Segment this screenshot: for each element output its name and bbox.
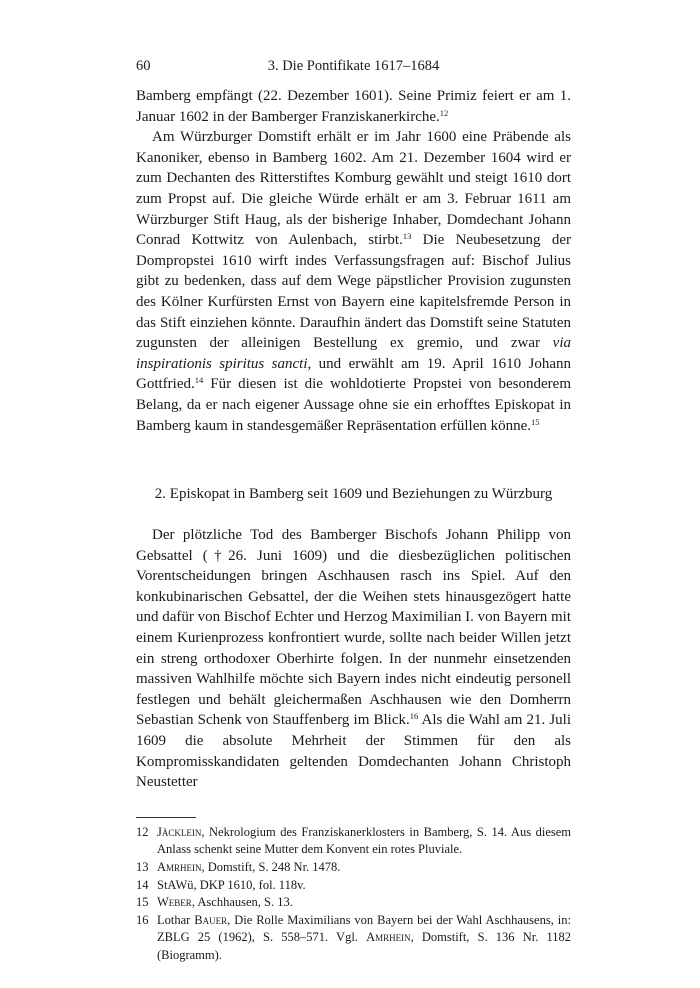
footnote-ref-16[interactable]: 16 — [409, 711, 419, 722]
paragraph-2: Am Würzburger Domstift erhält er im Jahr 1600 eine Präbende als Kanoniker, ebenso in Bamberg 1602. Am 21. Dezember 1604 wird er zum Dechanten des Ritterstiftes Komburg gewählt und steigt 1610 dort zum Propst auf. Die gleiche Würde erhält er am 3. Februar 1611 am Würzburger Stift Haug, als der bisherige Inhaber, Domdechant Johann Conrad Kottwitz von Aulenbach, stirbt.$^{13}$ Die Neubesetzung der Dompropstei 1610 wirft indes Verfassungsfragen auf: Bischof Julius gibt zu bedenken, dass auf dem Wege päpstlicher Provision zugunsten des Kölner Kurfürsten Ernst von Bayern eine kapitelsfremde Person in das Stift einziehen könnte. Daraufhin ändert das Domstift seine Statuten zugunsten der alleinigen Bestellung ex gremio, und zwar via inspirationis spiritus sancti, und erwählt am 19. April 1610 Johann Gottfried.$^{14}$ Für diesen ist die wohldotierte Propstei von besonderem Belang, da er nach eigener Aussage ohne sie ein erhofftes Episkopat in Bamberg kaum in standesgemäßer Repräsentation erfüllen könne.$^{15}$ — [136, 129, 571, 434]
footnote-15 — [136, 894, 571, 912]
section-heading: 2. Episkopat in Bamberg seit 1609 und Beziehungen zu Würzburg — [154, 486, 553, 503]
footnote-ref-12[interactable]: 12 — [439, 107, 449, 118]
footnote-14 — [136, 877, 571, 895]
footnote-number: 16 — [136, 912, 149, 927]
footnote-divider — [136, 817, 196, 818]
footnote-text: Amrhein, Domstift, S. 248 Nr. 1478. — [157, 860, 341, 874]
footnote-16 — [136, 912, 571, 965]
book-page — [136, 58, 571, 965]
body-text — [136, 86, 571, 793]
page-number: 60 — [136, 58, 151, 74]
footnote-text: StAWü, DKP 1610, fol. 118v. — [157, 877, 306, 892]
footnote-13 — [136, 859, 571, 877]
footnote-text: Lothar Bauer, Die Rolle Maximilians von Bayern bei der Wahl Aschhausens, in: ZBLG 25 (1962), S. 558–571. Vgl. Amrhein, Domstift, S. 136 Nr. 1182 (Biogramm). — [157, 912, 572, 962]
footnote-number: 12 — [136, 824, 149, 839]
footnote-ref-13[interactable]: 13 — [402, 231, 412, 242]
footnote-number: 13 — [136, 860, 149, 874]
paragraph-3: Der plötzliche Tod des Bamberger Bischofs Johann Philipp von Gebsattel (†26. Juni 1609) und die diesbezüglichen politischen Vorentscheidungen bringen Aschhausen rasch ins Spiel. Auf den konkubinarischen Gebsattel, der die Weihen stets hinausgezögert hatte und dafür von Bischof Echter und Herzog Maximilian I. von Bayern mit einem Kurienprozess konfrontiert wurde, sollte nach beider Willen jetzt ein streng orthodoxer Oberhirte folgen. In der nunmehr einsetzenden massiven Wahlhilfe möchte sich Bayern indes nicht eindeutig personell festlegen und behält gleichermaßen Aschhausen wie den Domherrn Sebastian Schenk von Stauffenberg im Blick.$^{16}$ Als die Wahl am 21. Juli 1609 die absolute Mehrheit der Stimmen für den als Kompromisskandidaten geltenden Domdechanten Johann Christoph Neustetter — [136, 527, 572, 791]
footnote-text: Jäcklein, Nekrologium des Franziskanerklosters in Bamberg, S. 14. Aus diesem Anlass schenkt seine Mutter dem Konvent ein rotes Pluviale. — [157, 824, 571, 857]
paragraph-1: Bamberg empfängt (22. Dezember 1601). Seine Primiz feiert er am 1. Januar 1602 in der Bamberger Franziskanerkirche.$^{12}$ — [136, 88, 571, 125]
footnote-ref-15[interactable]: 15 — [531, 416, 540, 427]
footnote-12 — [136, 824, 571, 859]
footnote-text: Weber, Aschhausen, S. 13. — [157, 895, 293, 910]
running-title: 3. Die Pontifikate 1617–1684 — [267, 58, 440, 74]
footnotes — [136, 824, 571, 965]
running-head — [136, 58, 571, 82]
footnote-ref-14[interactable]: 14 — [194, 375, 204, 386]
footnote-number: 15 — [136, 895, 149, 910]
footnote-number: 14 — [136, 877, 149, 892]
latin-phrase: via inspirationis spiritus sancti — [136, 335, 571, 372]
